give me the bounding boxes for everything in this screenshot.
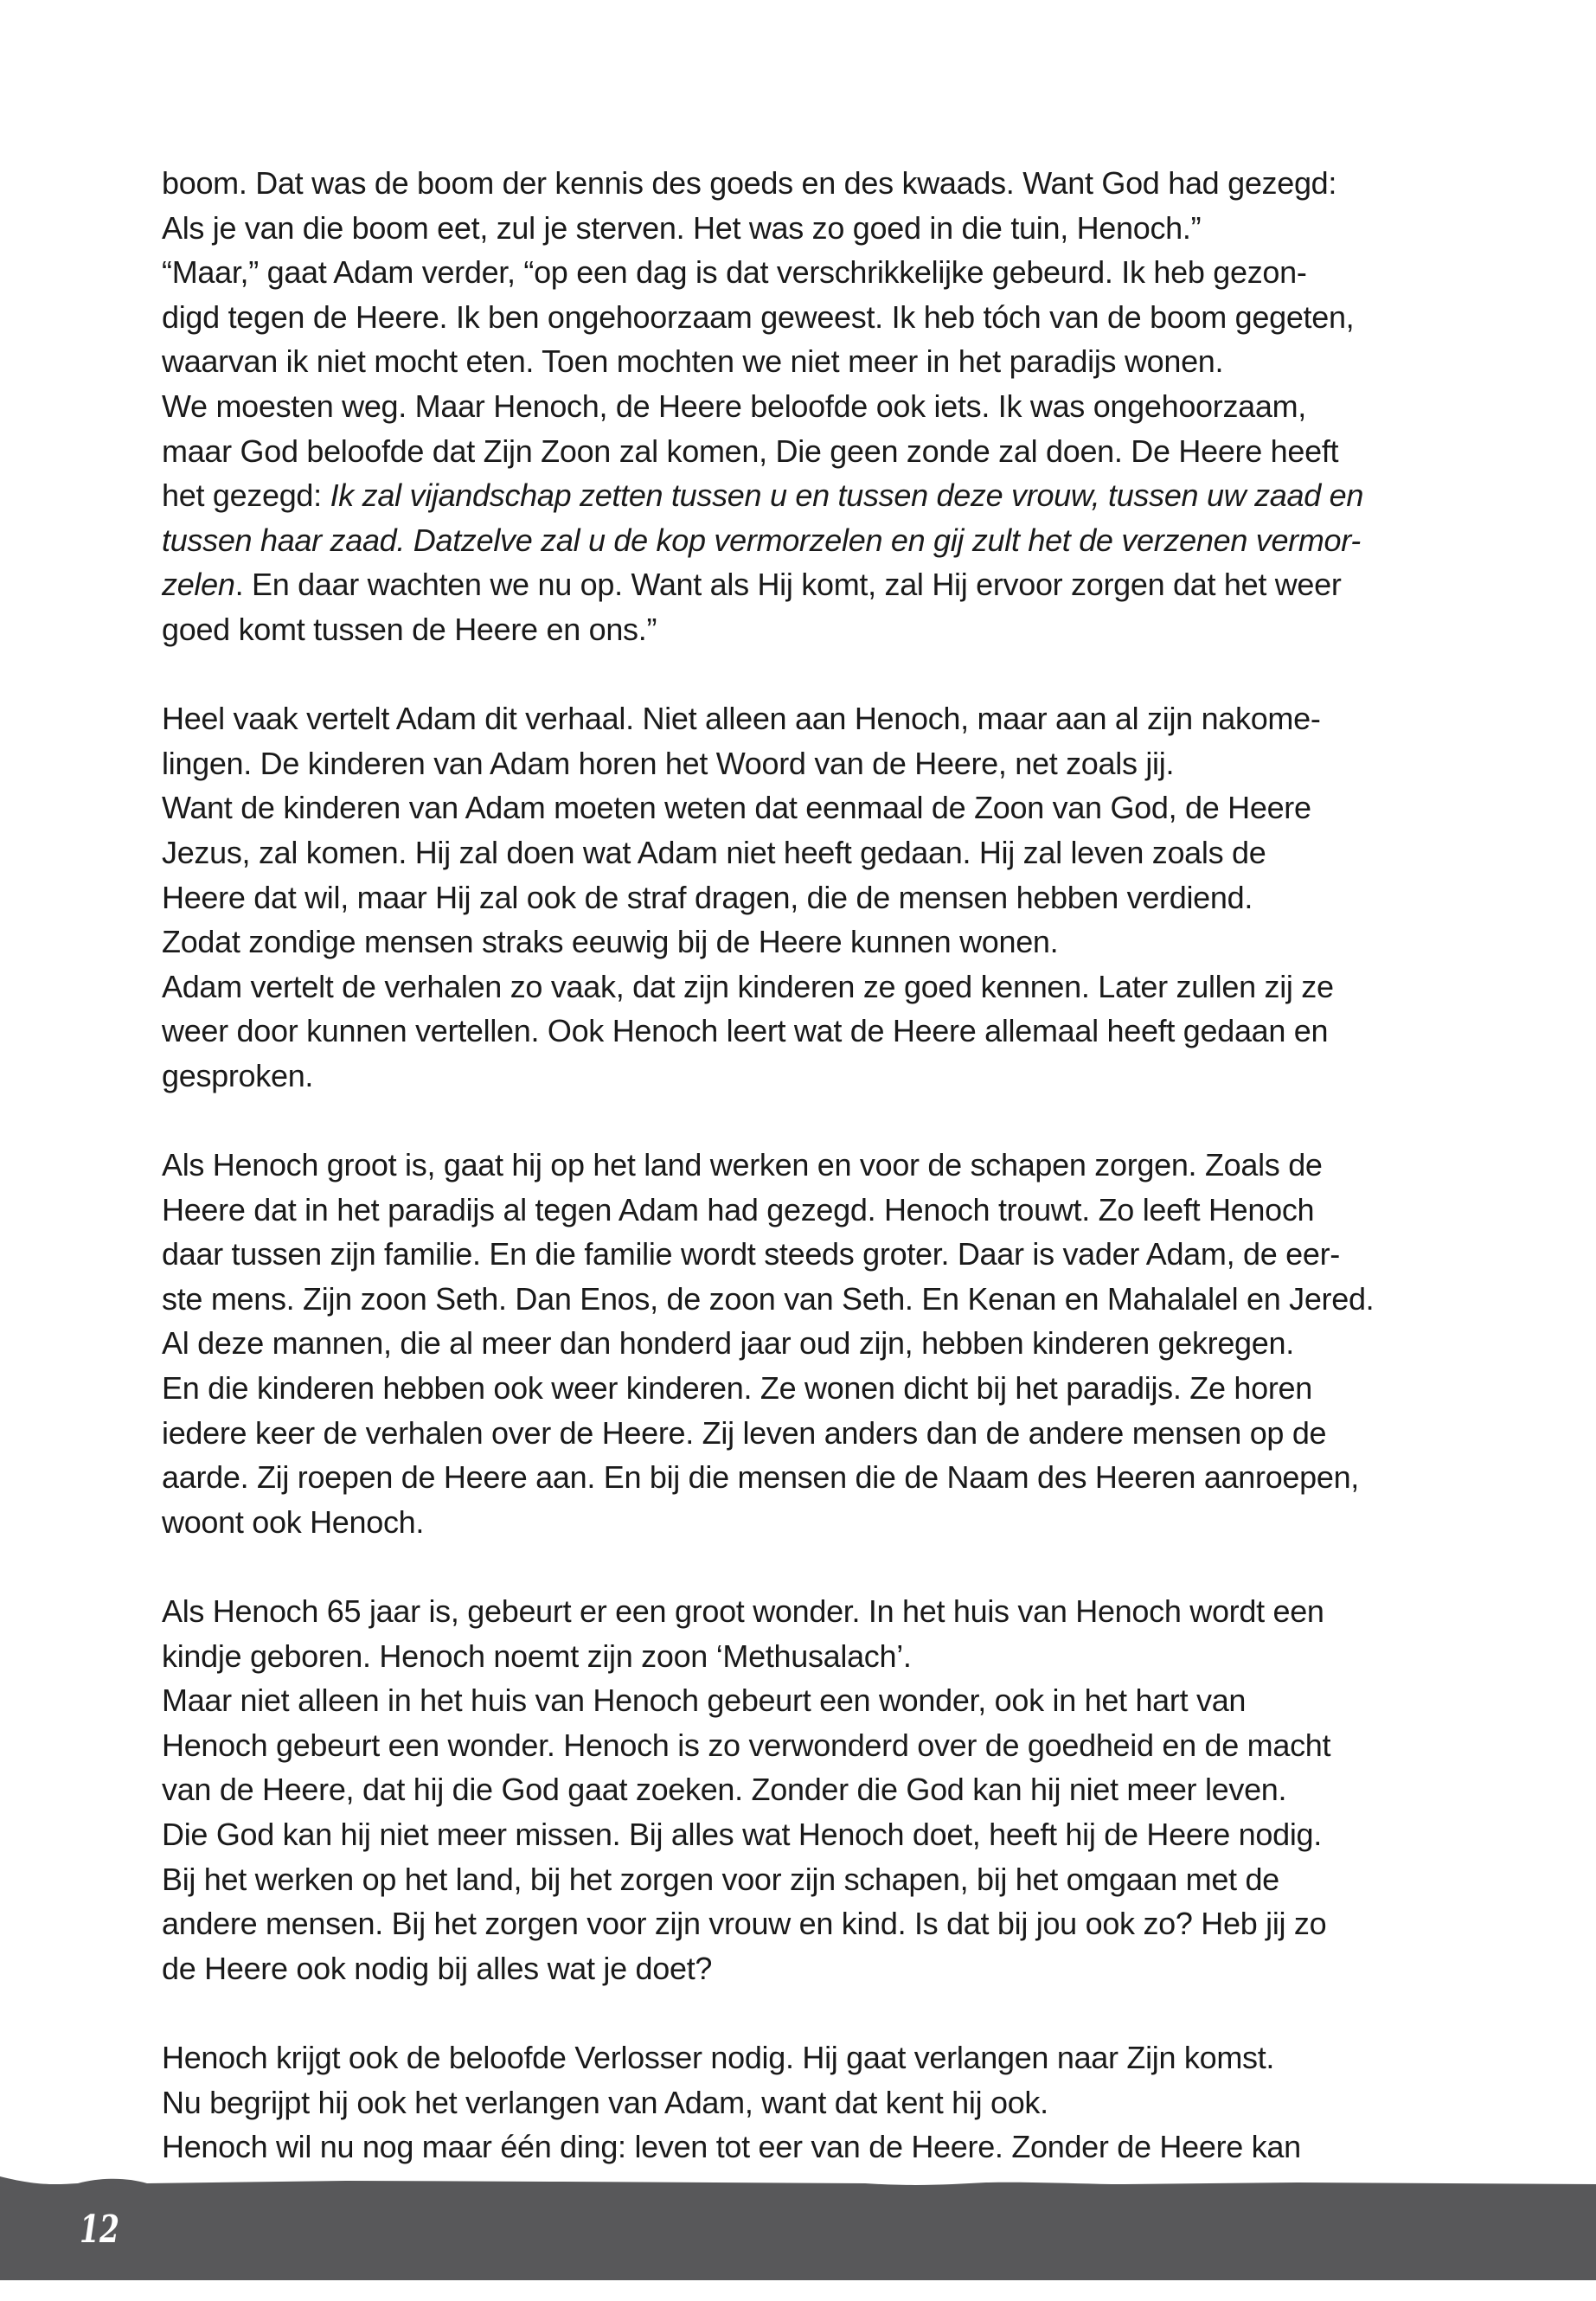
text-line: Al deze mannen, die al meer dan honderd jaar oud zijn, hebben kinderen gekregen.: [162, 1325, 1294, 1362]
text-line: En die kinderen hebben ook weer kinderen. Ze wonen dicht bij het paradijs. Ze horen: [162, 1370, 1312, 1407]
text-segment: . En daar wachten we nu op. Want als Hij komt, zal Hij ervoor zorgen dat het weer: [234, 567, 1342, 603]
text-line: We moesten weg. Maar Henoch, de Heere beloofde ook iets. Ik was ongehoorzaam,: [162, 388, 1306, 424]
text-line: woont ook Henoch.: [162, 1503, 425, 1540]
text-line: lingen. De kinderen van Adam horen het Woord van de Heere, net zoals jij.: [162, 745, 1175, 781]
text-line: Die God kan hij niet meer missen. Bij alles wat Henoch doet, heeft hij de Heere nodig.: [162, 1816, 1322, 1852]
text-line: [162, 562, 1442, 607]
text-line: Zodat zondige mensen straks eeuwig bij de Heere kunnen wonen.: [162, 924, 1059, 960]
text-line: gesproken.: [162, 1057, 314, 1093]
body-text: [162, 161, 1442, 2170]
italic-quote: zelen: [162, 567, 235, 603]
text-line: Henoch wil nu nog maar één ding: leven tot eer van de Heere. Zonder de Heere kan: [162, 2129, 1301, 2165]
text-line: andere mensen. Bij het zorgen voor zijn vrouw en kind. Is dat bij jou ook zo? Heb jij zo: [162, 1906, 1327, 1942]
text-line: maar God beloofde dat Zijn Zoon zal komen, Die geen zonde zal doen. De Heere heeft: [162, 433, 1339, 469]
text-line: Heere dat wil, maar Hij zal ook de straf dragen, die de mensen hebben verdiend.: [162, 879, 1253, 915]
text-line: ste mens. Zijn zoon Seth. Dan Enos, de zoon van Seth. En Kenan en Mahalalel en Jered.: [162, 1280, 1375, 1317]
paragraph-gap: [162, 1544, 1442, 1589]
text-line: “Maar,” gaat Adam verder, “op een dag is dat verschrikkelijke gebeurd. Ik heb gezon-: [162, 254, 1307, 291]
paragraph-gap: [162, 1990, 1442, 2035]
text-line: Nu begrijpt hij ook het verlangen van Adam, want dat kent hij ook.: [162, 2084, 1048, 2120]
text-line: [162, 473, 1442, 518]
text-line: waarvan ik niet mocht eten. Toen mochten we niet meer in het paradijs wonen.: [162, 343, 1224, 380]
text-line: Adam vertelt de verhalen zo vaak, dat zijn kinderen ze goed kennen. Later zullen zij ze: [162, 968, 1334, 1004]
text-line: Heere dat in het paradijs al tegen Adam had gezegd. Henoch trouwt. Zo leeft Henoch: [162, 1191, 1315, 1227]
text-line: Maar niet alleen in het huis van Henoch gebeurt een wonder, ook in het hart van: [162, 1682, 1247, 1719]
text-line: aarde. Zij roepen de Heere aan. En bij die mensen die de Naam des Heeren aanroepen,: [162, 1459, 1360, 1496]
text-line: weer door kunnen vertellen. Ook Henoch leert wat de Heere allemaal heeft gedaan en: [162, 1013, 1329, 1049]
footer-band: [0, 2176, 1596, 2280]
text-line: [162, 518, 1442, 563]
paragraph-gap: [162, 652, 1442, 697]
page-number: 12: [80, 2208, 119, 2252]
text-line: Heel vaak vertelt Adam dit verhaal. Niet alleen aan Henoch, maar aan al zijn nakome-: [162, 701, 1321, 737]
text-line: Henoch gebeurt een wonder. Henoch is zo verwonderd over de goedheid en de macht: [162, 1727, 1331, 1763]
text-line: Want de kinderen van Adam moeten weten dat eenmaal de Zoon van God, de Heere: [162, 790, 1311, 826]
text-line: Als Henoch groot is, gaat hij op het land werken en voor de schapen zorgen. Zoals de: [162, 1147, 1323, 1183]
text-line: Als Henoch 65 jaar is, gebeurt er een groot wonder. In het huis van Henoch wordt een: [162, 1593, 1324, 1629]
text-line: kindje geboren. Henoch noemt zijn zoon ‘Methusalach’.: [162, 1638, 912, 1674]
text-line: Als je van die boom eet, zul je sterven. Het was zo goed in die tuin, Henoch.”: [162, 209, 1202, 246]
text-line: Henoch krijgt ook de beloofde Verlosser nodig. Hij gaat verlangen naar Zijn komst.: [162, 2039, 1275, 2075]
text-line: van de Heere, dat hij die God gaat zoeken. Zonder die God kan hij niet meer leven.: [162, 1772, 1287, 1808]
text-line: boom. Dat was de boom der kennis des goeds en des kwaads. Want God had gezegd:: [162, 165, 1337, 201]
italic-quote: Ik zal vijandschap zetten tussen u en tussen deze vrouw, tussen uw zaad en: [330, 478, 1364, 514]
text-line: digd tegen de Heere. Ik ben ongehoorzaam geweest. Ik heb tóch van de boom gegeten,: [162, 298, 1355, 335]
text-line: Jezus, zal komen. Hij zal doen wat Adam niet heeft gedaan. Hij zal leven zoals de: [162, 834, 1266, 870]
text-line: Bij het werken op het land, bij het zorgen voor zijn schapen, bij het omgaan met de: [162, 1861, 1279, 1897]
text-line: de Heere ook nodig bij alles wat je doet?: [162, 1950, 713, 1986]
text-line: daar tussen zijn familie. En die familie wordt steeds groter. Daar is vader Adam, de eer-: [162, 1236, 1340, 1272]
text-line: iedere keer de verhalen over de Heere. Zij leven anders dan de andere mensen op de: [162, 1414, 1327, 1451]
italic-quote: tussen haar zaad. Datzelve zal u de kop vermorzelen en gij zult het de verzenen vermor-: [162, 522, 1361, 558]
paragraph-gap: [162, 1098, 1442, 1143]
text-segment: het gezegd:: [162, 478, 330, 514]
text-line: goed komt tussen de Heere en ons.”: [162, 611, 657, 647]
